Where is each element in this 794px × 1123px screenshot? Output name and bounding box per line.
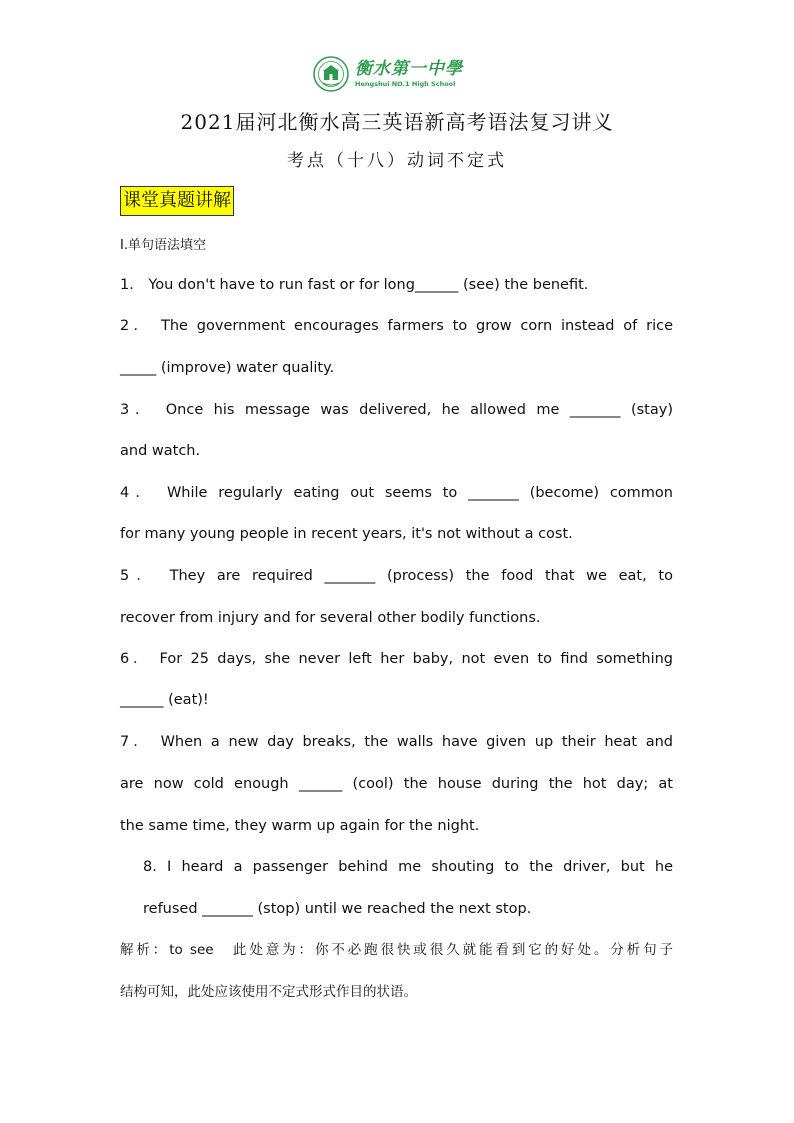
question-line: for many young people in recent years, it's not without a cost.	[120, 526, 573, 542]
question-1	[120, 275, 673, 295]
question-line: 7． When a new day breaks, the walls have given up their heat and	[120, 734, 673, 750]
question-line: 6． For 25 days, she never left her baby, not even to find something	[120, 651, 673, 667]
explanation-line: 解析：to see 此处意为：你不必跑很快或很久就能看到它的好处。分析句子	[120, 942, 673, 958]
logo-english-name: Hengshui NO.1 High School	[355, 80, 456, 88]
question-3	[120, 400, 673, 461]
subsection-heading: Ⅰ.单句语法填空	[120, 238, 206, 253]
answer-explanation	[120, 940, 673, 1002]
section-heading: 课堂真题讲解	[120, 186, 234, 216]
question-line: refused _______ (stop) until we reached the next stop.	[143, 901, 532, 917]
explanation-line: 结构可知，此处应该使用不定式形式作目的状语。	[120, 984, 417, 1000]
question-8	[143, 857, 673, 919]
question-line: 8. I heard a passenger behind me shouting to the driver, but he	[143, 859, 673, 875]
question-line: are now cold enough ______ (cool) the house during the hot day; at	[120, 776, 673, 792]
question-2	[120, 316, 673, 378]
document-title: 2021届河北衡水高三英语新高考语法复习讲义	[180, 110, 614, 134]
question-line: 5． They are required _______ (process) the food that we eat, to	[120, 568, 673, 584]
question-line: and watch.	[120, 443, 201, 459]
question-line: 4． While regularly eating out seems to _______ (become) common	[120, 485, 673, 501]
question-line: the same time, they warm up again for the night.	[120, 818, 480, 834]
question-6	[120, 649, 673, 710]
school-emblem-icon	[313, 56, 349, 92]
question-7	[120, 732, 673, 836]
question-5	[120, 566, 673, 628]
question-line: 2． The government encourages farmers to grow corn instead of rice	[120, 318, 673, 334]
question-line: _____ (improve) water quality.	[120, 360, 335, 376]
question-line: 1． You don't have to run fast or for long______ (see) the benefit.	[120, 277, 589, 293]
question-line: recover from injury and for several other bodily functions.	[120, 610, 541, 626]
school-logo	[313, 54, 463, 94]
logo-chinese-name: 衡水第一中學	[355, 59, 463, 79]
question-line: 3． Once his message was delivered, he allowed me _______ (stay)	[120, 402, 673, 418]
question-line: ______ (eat)!	[120, 692, 209, 708]
document-subtitle: 考点（十八）动词不定式	[287, 151, 507, 171]
question-4	[120, 483, 673, 544]
